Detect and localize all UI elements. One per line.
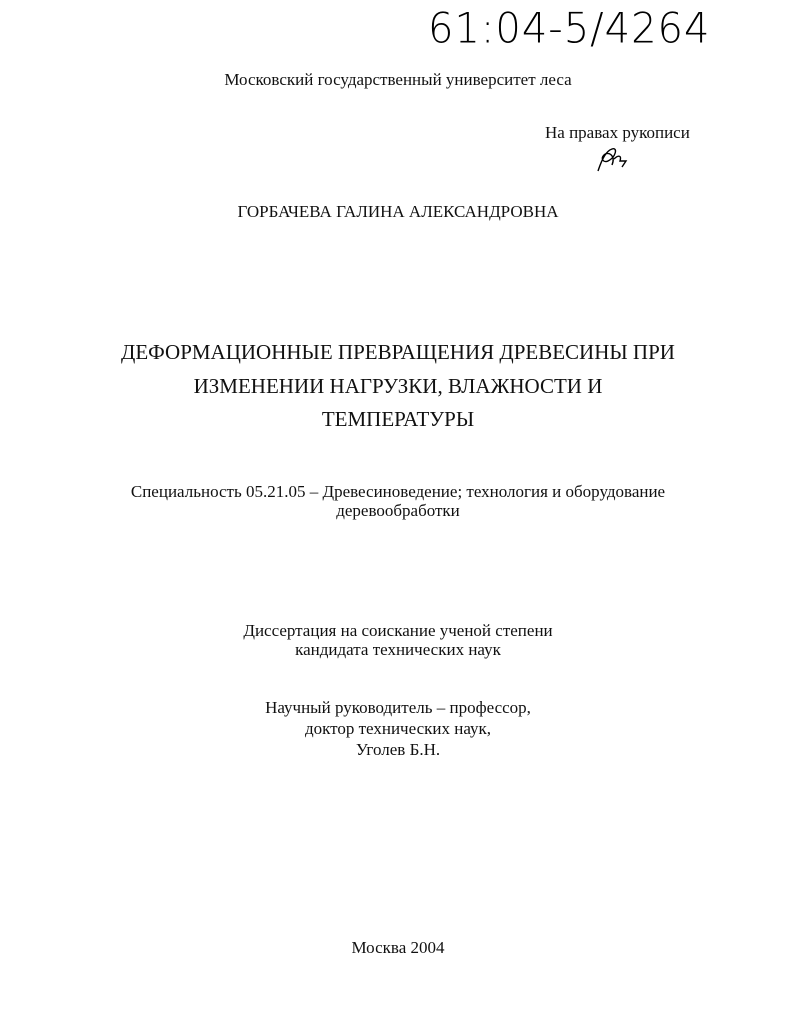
specialty-line: Специальность 05.21.05 – Древесиноведение; технология и оборудование — [130, 482, 666, 501]
degree-line: кандидата технических наук — [295, 640, 501, 659]
degree-line: Диссертация на соискание ученой степени — [243, 621, 553, 640]
supervisor-line: доктор технических наук, — [304, 719, 492, 738]
title-line: ДЕФОРМАЦИОННЫЕ ПРЕВРАЩЕНИЯ ДРЕВЕСИНЫ ПРИ — [121, 340, 675, 364]
manuscript-rights-label: На правах рукописи — [545, 123, 690, 142]
city-year: Москва 2004 — [351, 938, 445, 957]
title-line: ТЕМПЕРАТУРЫ — [321, 407, 475, 431]
institution: Московский государственный университет леса — [224, 70, 572, 89]
handwritten-archive-number: 61:04-5/4264 — [428, 4, 711, 54]
title-line: ИЗМЕНЕНИИ НАГРУЗКИ, ВЛАЖНОСТИ И — [193, 374, 603, 398]
supervisor-line: Научный руководитель – профессор, — [265, 698, 531, 717]
author-name: ГОРБАЧЕВА ГАЛИНА АЛЕКСАНДРОВНА — [237, 202, 559, 221]
supervisor-line: Уголев Б.Н. — [355, 740, 441, 759]
specialty-line: деревообработки — [336, 501, 460, 520]
author-signature — [592, 145, 632, 175]
